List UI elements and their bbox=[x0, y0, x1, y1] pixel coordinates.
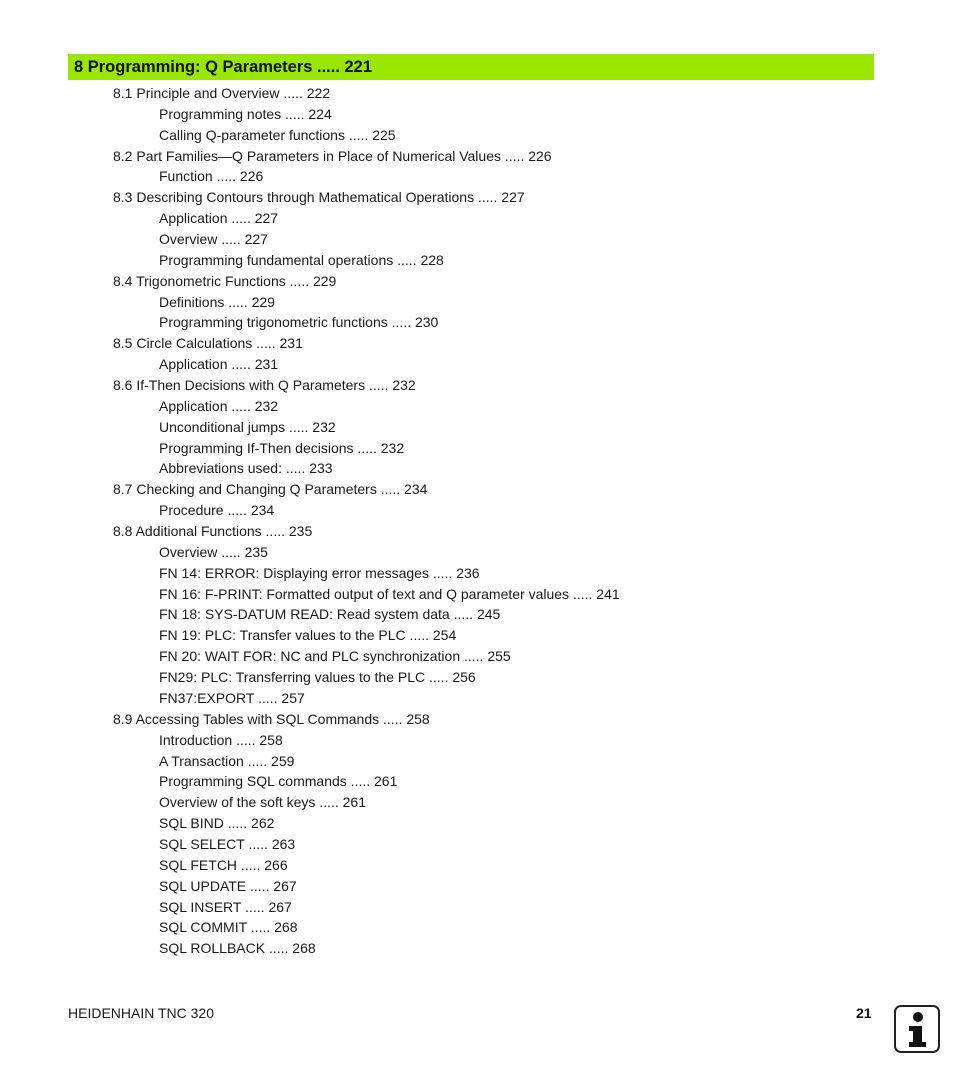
toc-subsection-entry[interactable]: FN37:EXPORT ..... 257 bbox=[159, 689, 305, 706]
toc-subsection-entry[interactable]: FN 20: WAIT FOR: NC and PLC synchronization ..... 255 bbox=[159, 648, 511, 665]
toc-subsection-entry[interactable]: SQL BIND ..... 262 bbox=[159, 815, 275, 832]
toc-subsection-entry[interactable]: SQL UPDATE ..... 267 bbox=[159, 877, 297, 894]
toc-subsection-entry[interactable]: Introduction ..... 258 bbox=[159, 731, 283, 748]
toc-subsection-entry[interactable]: Application ..... 227 bbox=[159, 210, 279, 227]
toc-subsection-entry[interactable]: FN 14: ERROR: Displaying error messages ..... 236 bbox=[159, 564, 480, 581]
toc-subsection-entry[interactable]: FN29: PLC: Transferring values to the PLC ..... 256 bbox=[159, 669, 476, 686]
page-number: 21 bbox=[856, 1005, 872, 1021]
toc-subsection-entry[interactable]: Overview ..... 227 bbox=[159, 231, 268, 248]
info-glyph bbox=[896, 1007, 938, 1051]
toc-section-entry[interactable]: 8.7 Checking and Changing Q Parameters ..... 234 bbox=[113, 481, 428, 498]
toc-subsection-entry[interactable]: SQL INSERT ..... 267 bbox=[159, 898, 292, 915]
toc-section-entry[interactable]: 8.3 Describing Contours through Mathematical Operations ..... 227 bbox=[113, 189, 525, 206]
table-of-contents bbox=[0, 83, 954, 959]
toc-section-entry[interactable]: 8.2 Part Families—Q Parameters in Place of Numerical Values ..... 226 bbox=[113, 147, 552, 164]
toc-section-entry[interactable]: 8.9 Accessing Tables with SQL Commands ..... 258 bbox=[113, 710, 430, 727]
toc-subsection-entry[interactable]: FN 16: F-PRINT: Formatted output of text and Q parameter values ..... 241 bbox=[159, 585, 620, 602]
toc-subsection-entry[interactable]: FN 19: PLC: Transfer values to the PLC ..... 254 bbox=[159, 627, 457, 644]
toc-subsection-entry[interactable]: SQL COMMIT ..... 268 bbox=[159, 919, 298, 936]
toc-subsection-entry[interactable]: Calling Q-parameter functions ..... 225 bbox=[159, 126, 396, 143]
toc-subsection-entry[interactable]: Definitions ..... 229 bbox=[159, 293, 275, 310]
toc-subsection-entry[interactable]: FN 18: SYS-DATUM READ: Read system data ..... 245 bbox=[159, 606, 501, 623]
toc-subsection-entry[interactable]: Programming If-Then decisions ..... 232 bbox=[159, 439, 405, 456]
toc-section-entry[interactable]: 8.4 Trigonometric Functions ..... 229 bbox=[113, 272, 337, 289]
toc-subsection-entry[interactable]: Programming SQL commands ..... 261 bbox=[159, 773, 398, 790]
toc-subsection-entry[interactable]: Programming trigonometric functions ..... 230 bbox=[159, 314, 439, 331]
chapter-title: 8 Programming: Q Parameters ..... 221 bbox=[74, 58, 373, 76]
toc-subsection-entry[interactable]: Overview of the soft keys ..... 261 bbox=[159, 794, 366, 811]
toc-subsection-entry[interactable]: Programming notes ..... 224 bbox=[159, 105, 332, 122]
toc-section-entry[interactable]: 8.1 Principle and Overview ..... 222 bbox=[113, 85, 331, 101]
toc-subsection-entry[interactable]: Unconditional jumps ..... 232 bbox=[159, 418, 336, 435]
toc-subsection-entry[interactable]: SQL ROLLBACK ..... 268 bbox=[159, 940, 316, 957]
toc-subsection-entry[interactable]: Procedure ..... 234 bbox=[159, 502, 275, 519]
toc-subsection-entry[interactable]: Overview ..... 235 bbox=[159, 543, 268, 560]
toc-subsection-entry[interactable]: Application ..... 232 bbox=[159, 397, 279, 414]
toc-subsection-entry[interactable]: Application ..... 231 bbox=[159, 356, 279, 373]
toc-subsection-entry[interactable]: A Transaction ..... 259 bbox=[159, 752, 295, 769]
info-icon bbox=[894, 1005, 940, 1053]
toc-subsection-entry[interactable]: SQL FETCH ..... 266 bbox=[159, 856, 288, 873]
toc-subsection-entry[interactable]: Programming fundamental operations ..... 228 bbox=[159, 251, 444, 268]
chapter-heading bbox=[68, 54, 874, 80]
toc-subsection-entry[interactable]: SQL SELECT ..... 263 bbox=[159, 835, 296, 852]
toc-subsection-entry[interactable]: Abbreviations used: ..... 233 bbox=[159, 460, 333, 477]
toc-section-entry[interactable]: 8.5 Circle Calculations ..... 231 bbox=[113, 335, 303, 352]
toc-subsection-entry[interactable]: Function ..... 226 bbox=[159, 168, 264, 185]
toc-section-entry[interactable]: 8.6 If-Then Decisions with Q Parameters ..... 232 bbox=[113, 377, 416, 394]
footer-product-name: HEIDENHAIN TNC 320 bbox=[68, 1005, 215, 1021]
toc-section-entry[interactable]: 8.8 Additional Functions ..... 235 bbox=[113, 523, 313, 540]
